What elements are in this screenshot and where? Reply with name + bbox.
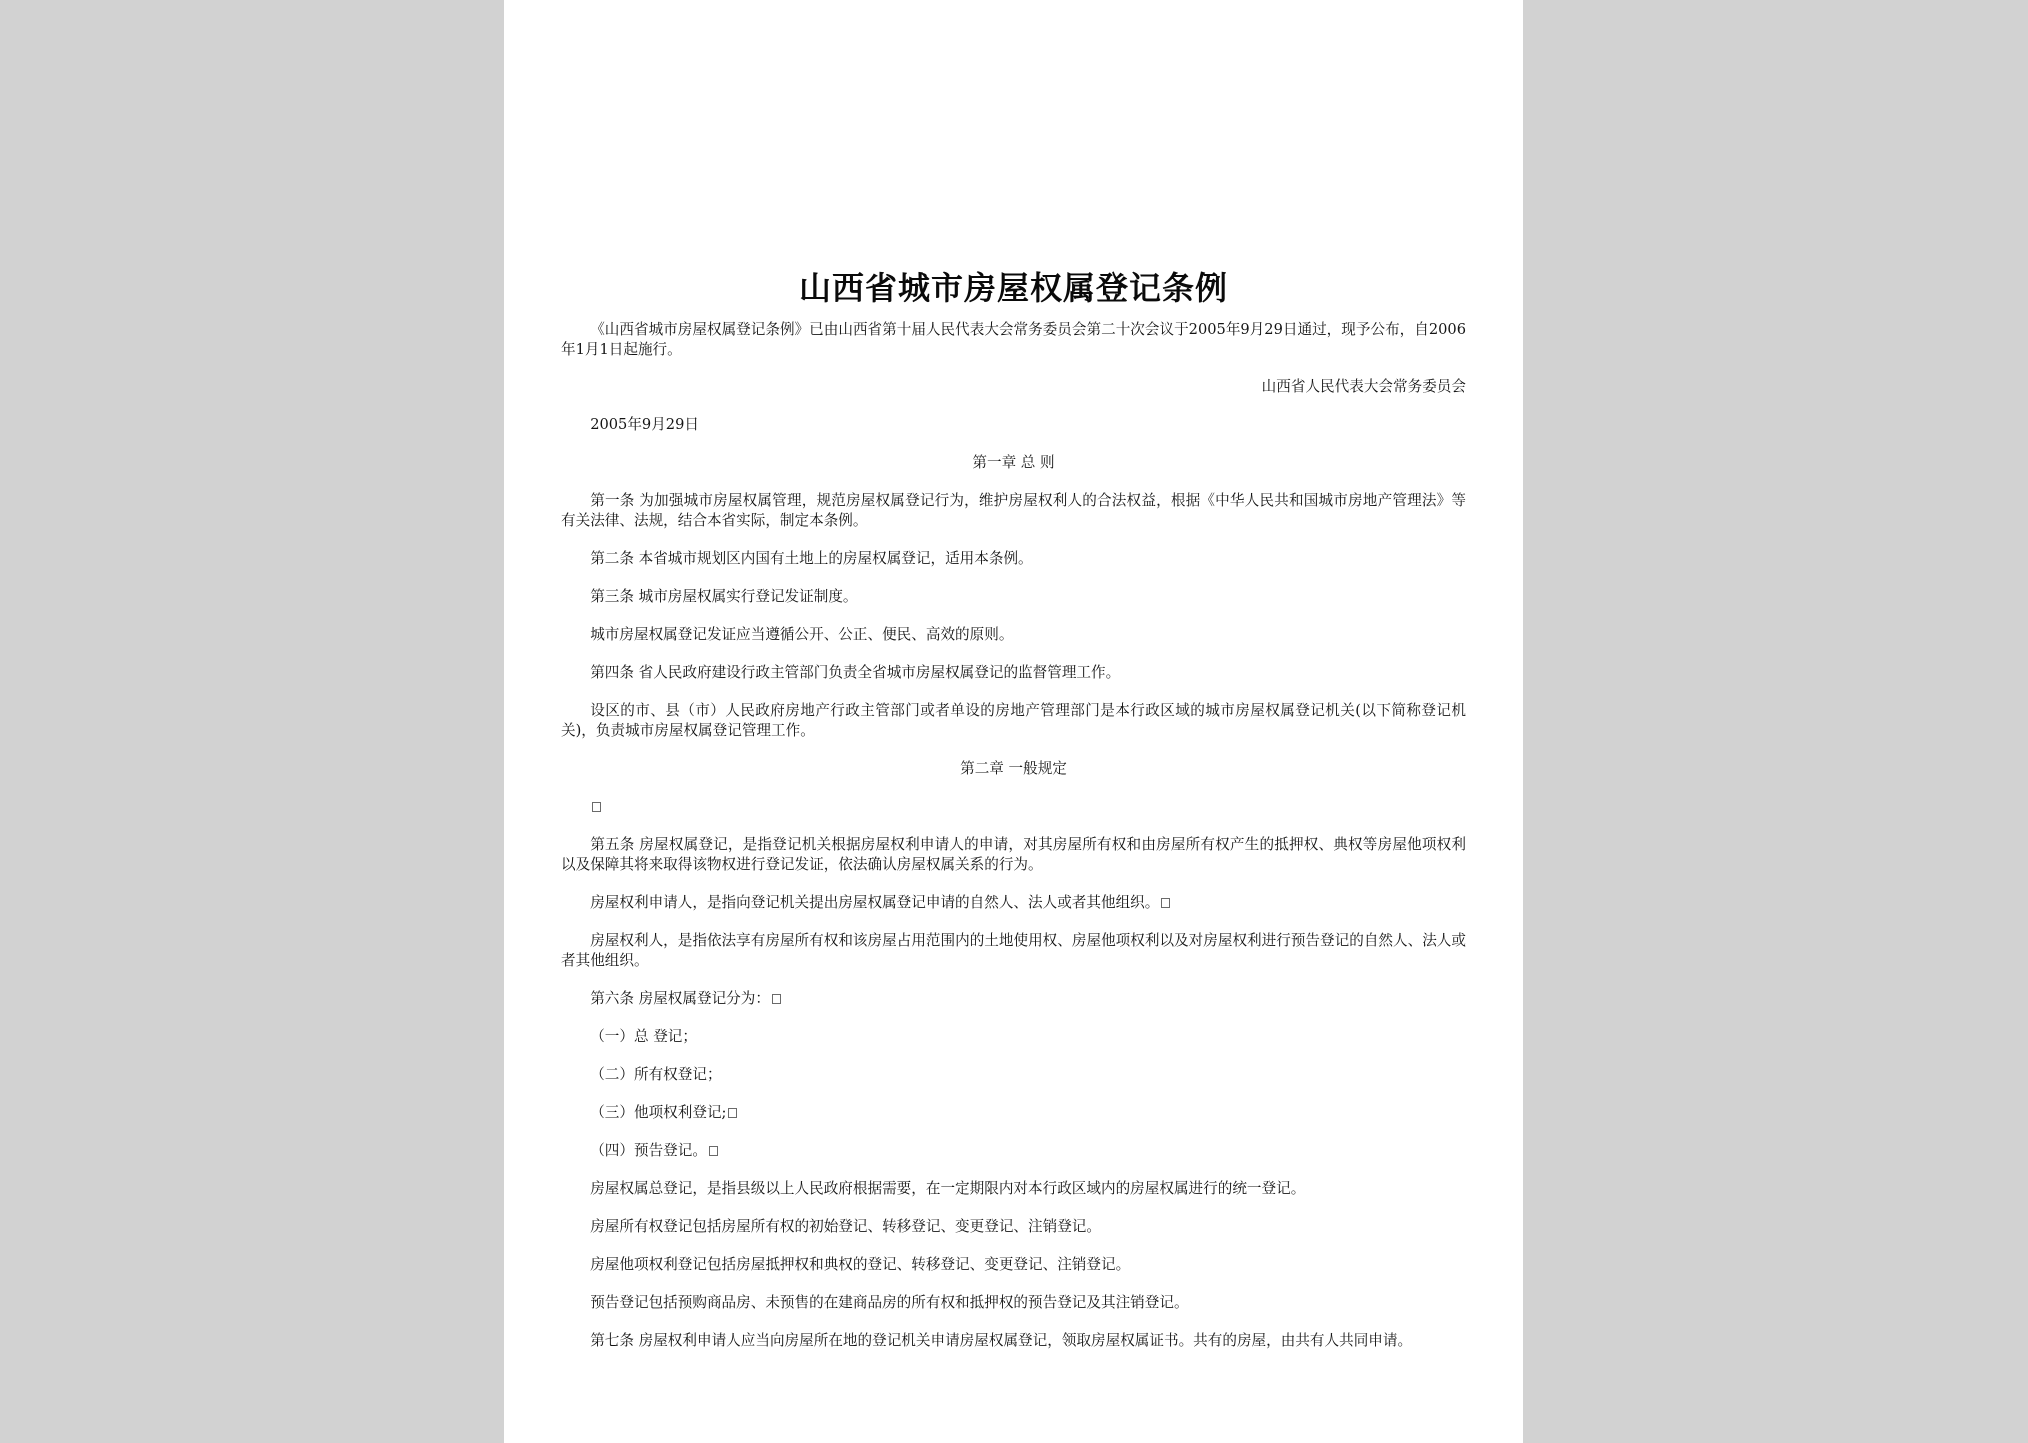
placeholder-box-line xyxy=(561,797,1466,817)
document-content xyxy=(561,268,1466,1351)
article-6-item-2: （二）所有权登记； xyxy=(590,1066,722,1083)
document-title: 山西省城市房屋权属登记条例 xyxy=(798,269,1228,307)
chapter-2-title: 第二章 一般规定 xyxy=(960,760,1067,777)
article-6 xyxy=(561,989,1466,1009)
article-5: 第五条 房屋权属登记，是指登记机关根据房屋权利申请人的申请，对其房屋所有权和由房屋所有权产生的抵押权、典权等房屋他项权利以及保障其将来取得该物权进行登记发证，依法确认房屋权属关系的行为。 xyxy=(561,836,1466,873)
article-6-item-4-text: （四）预告登记。 xyxy=(590,1142,707,1159)
article-1: 第一条 为加强城市房屋权属管理，规范房屋权属登记行为，维护房屋权利人的合法权益，根据《中华人民共和国城市房地产管理法》等有关法律、法规，结合本省实际，制定本条例。 xyxy=(561,492,1466,529)
missing-glyph-icon xyxy=(592,802,601,812)
article-6-clause-2: 房屋所有权登记包括房屋所有权的初始登记、转移登记、变更登记、注销登记。 xyxy=(590,1218,1101,1235)
article-3-clause: 城市房屋权属登记发证应当遵循公开、公正、便民、高效的原则。 xyxy=(590,626,1014,643)
issuer: 山西省人民代表大会常务委员会 xyxy=(1261,378,1466,395)
article-6-item-1: （一）总 登记； xyxy=(590,1028,697,1045)
article-4: 第四条 省人民政府建设行政主管部门负责全省城市房屋权属登记的监督管理工作。 xyxy=(590,664,1121,681)
document-page xyxy=(504,0,1523,1443)
article-6-text: 第六条 房屋权属登记分为： xyxy=(590,990,770,1007)
missing-glyph-icon xyxy=(709,1146,718,1156)
missing-glyph-icon xyxy=(772,994,781,1004)
chapter-1-title: 第一章 总 则 xyxy=(972,454,1055,471)
missing-glyph-icon xyxy=(728,1108,737,1118)
article-5-clause-2: 房屋权利人，是指依法享有房屋所有权和该房屋占用范围内的土地使用权、房屋他项权利以及对房屋权利进行预告登记的自然人、法人或者其他组织。 xyxy=(561,932,1466,969)
article-5-clause-1-text: 房屋权利申请人，是指向登记机关提出房屋权属登记申请的自然人、法人或者其他组织。 xyxy=(590,894,1160,911)
missing-glyph-icon xyxy=(1161,898,1170,908)
article-5-clause-1 xyxy=(561,893,1466,913)
article-6-clause-3: 房屋他项权利登记包括房屋抵押权和典权的登记、转移登记、变更登记、注销登记。 xyxy=(590,1256,1131,1273)
issue-date: 2005年9月29日 xyxy=(590,416,699,433)
article-6-clause-1: 房屋权属总登记，是指县级以上人民政府根据需要，在一定期限内对本行政区域内的房屋权属进行的统一登记。 xyxy=(590,1180,1306,1197)
article-7: 第七条 房屋权利申请人应当向房屋所在地的登记机关申请房屋权属登记，领取房屋权属证书。共有的房屋，由共有人共同申请。 xyxy=(590,1332,1413,1349)
intro-paragraph: 《山西省城市房屋权属登记条例》已由山西省第十届人民代表大会常务委员会第二十次会议于2005年9月29日通过，现予公布，自2006年1月1日起施行。 xyxy=(561,321,1466,358)
article-6-item-3 xyxy=(561,1103,1466,1123)
article-6-item-3-text: （三）他项权利登记; xyxy=(590,1104,727,1121)
article-6-clause-4: 预告登记包括预购商品房、未预售的在建商品房的所有权和抵押权的预告登记及其注销登记。 xyxy=(590,1294,1189,1311)
article-6-item-4 xyxy=(561,1141,1466,1161)
article-4-clause: 设区的市、县（市）人民政府房地产行政主管部门或者单设的房地产管理部门是本行政区域的城市房屋权属登记机关(以下简称登记机关)，负责城市房屋权属登记管理工作。 xyxy=(561,702,1466,739)
article-2: 第二条 本省城市规划区内国有土地上的房屋权属登记，适用本条例。 xyxy=(590,550,1033,567)
article-3: 第三条 城市房屋权属实行登记发证制度。 xyxy=(590,588,858,605)
